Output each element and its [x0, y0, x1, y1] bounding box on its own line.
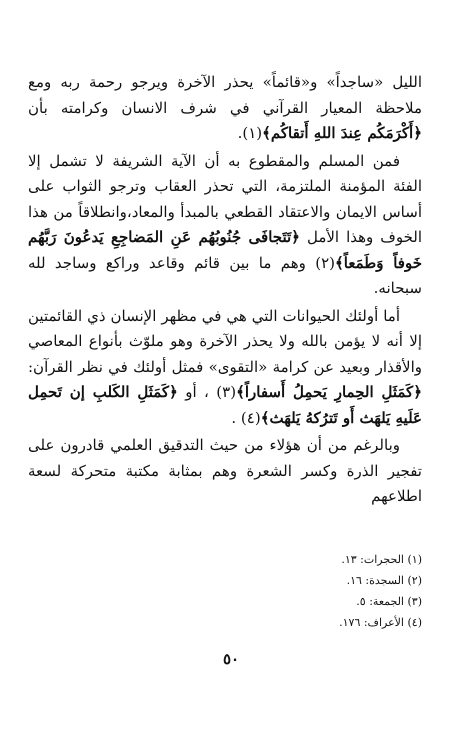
text-run: فمن المسلم والمقطوع به أن الآية الشريفة لا تشمل إلا الفئة المؤمنة الملتزمة، التي تحذر العقاب وترجو الثواب على أساس الايمان والاعتقاد القطعي بالمبدأ والمعاد،وانطلاقاً من هذا الخوف وهذا الأمل	[28, 151, 422, 246]
footnote-ref: (٤) .	[231, 408, 261, 427]
page-number: ٥٠	[222, 650, 240, 668]
quran-verse: ﴿أَكْرَمَكُم عِندَ اللهِ أَتقاكُم﴾	[262, 124, 422, 142]
paragraph	[28, 70, 422, 147]
quran-verse: ﴿كَمَثَلِ الكَلبِ إن تَحمِل عَلَيهِ يَلهَث أَو تَترُكهُ يَلهَث﴾	[28, 383, 422, 427]
footnotes	[182, 549, 422, 633]
text-run: وبالرغم من أن هؤلاء من حيث التدقيق العلمي قادرون على تفجير الذرة وكسر الشعرة وهم بمثابة مكتبة متحركة لسعة اطلاعهم	[28, 436, 422, 505]
text-run: (٢) وهم ما بين قائم وقاعد وراكع وساجد لله سبحانه.	[28, 253, 422, 297]
footnote: (٣) الجمعة: ٥.	[356, 595, 422, 608]
footnote: (١) الحجرات: ١٣.	[341, 553, 422, 566]
paragraph	[28, 433, 422, 510]
text-run: (٣) ، أو	[177, 383, 237, 401]
main-text	[28, 70, 422, 512]
footnote: (٤) الأعراف: ١٧٦.	[339, 616, 422, 629]
footnote-ref: (١).	[237, 124, 263, 142]
quran-verse: ﴿تَتَجافَى جُنُوبُهُم عَنِ المَضاجِعِ يَدعُونَ رَبَّهُم خَوفاً وَطَمَعاً﴾	[28, 228, 422, 272]
paragraph	[28, 304, 422, 432]
text-run: الليل «ساجداً» و«قائماً» يحذر الآخرة ويرجو رحمة ربه ومع ملاحظة المعيار القرآني في شرف الانسان وكرامته بأن	[28, 73, 422, 117]
footnote: (٢) السجدة: ١٦.	[346, 574, 422, 587]
quran-verse: ﴿كَمَثَلِ الحِمارِ يَحمِلُ أَسفاراً﴾	[236, 383, 422, 401]
paragraph	[28, 149, 422, 302]
text-run: أما أولئك الحيوانات التي هي في مظهر الإنسان ذي القائمتين إلا أنه لا يؤمن بالله ولا يحذر الآخرة وهو ملوّث بأنواع المعاصي والأقذار وبعيد عن كرامة «التقوى» فمثل أولئك في نظر القرآن:	[28, 306, 422, 376]
